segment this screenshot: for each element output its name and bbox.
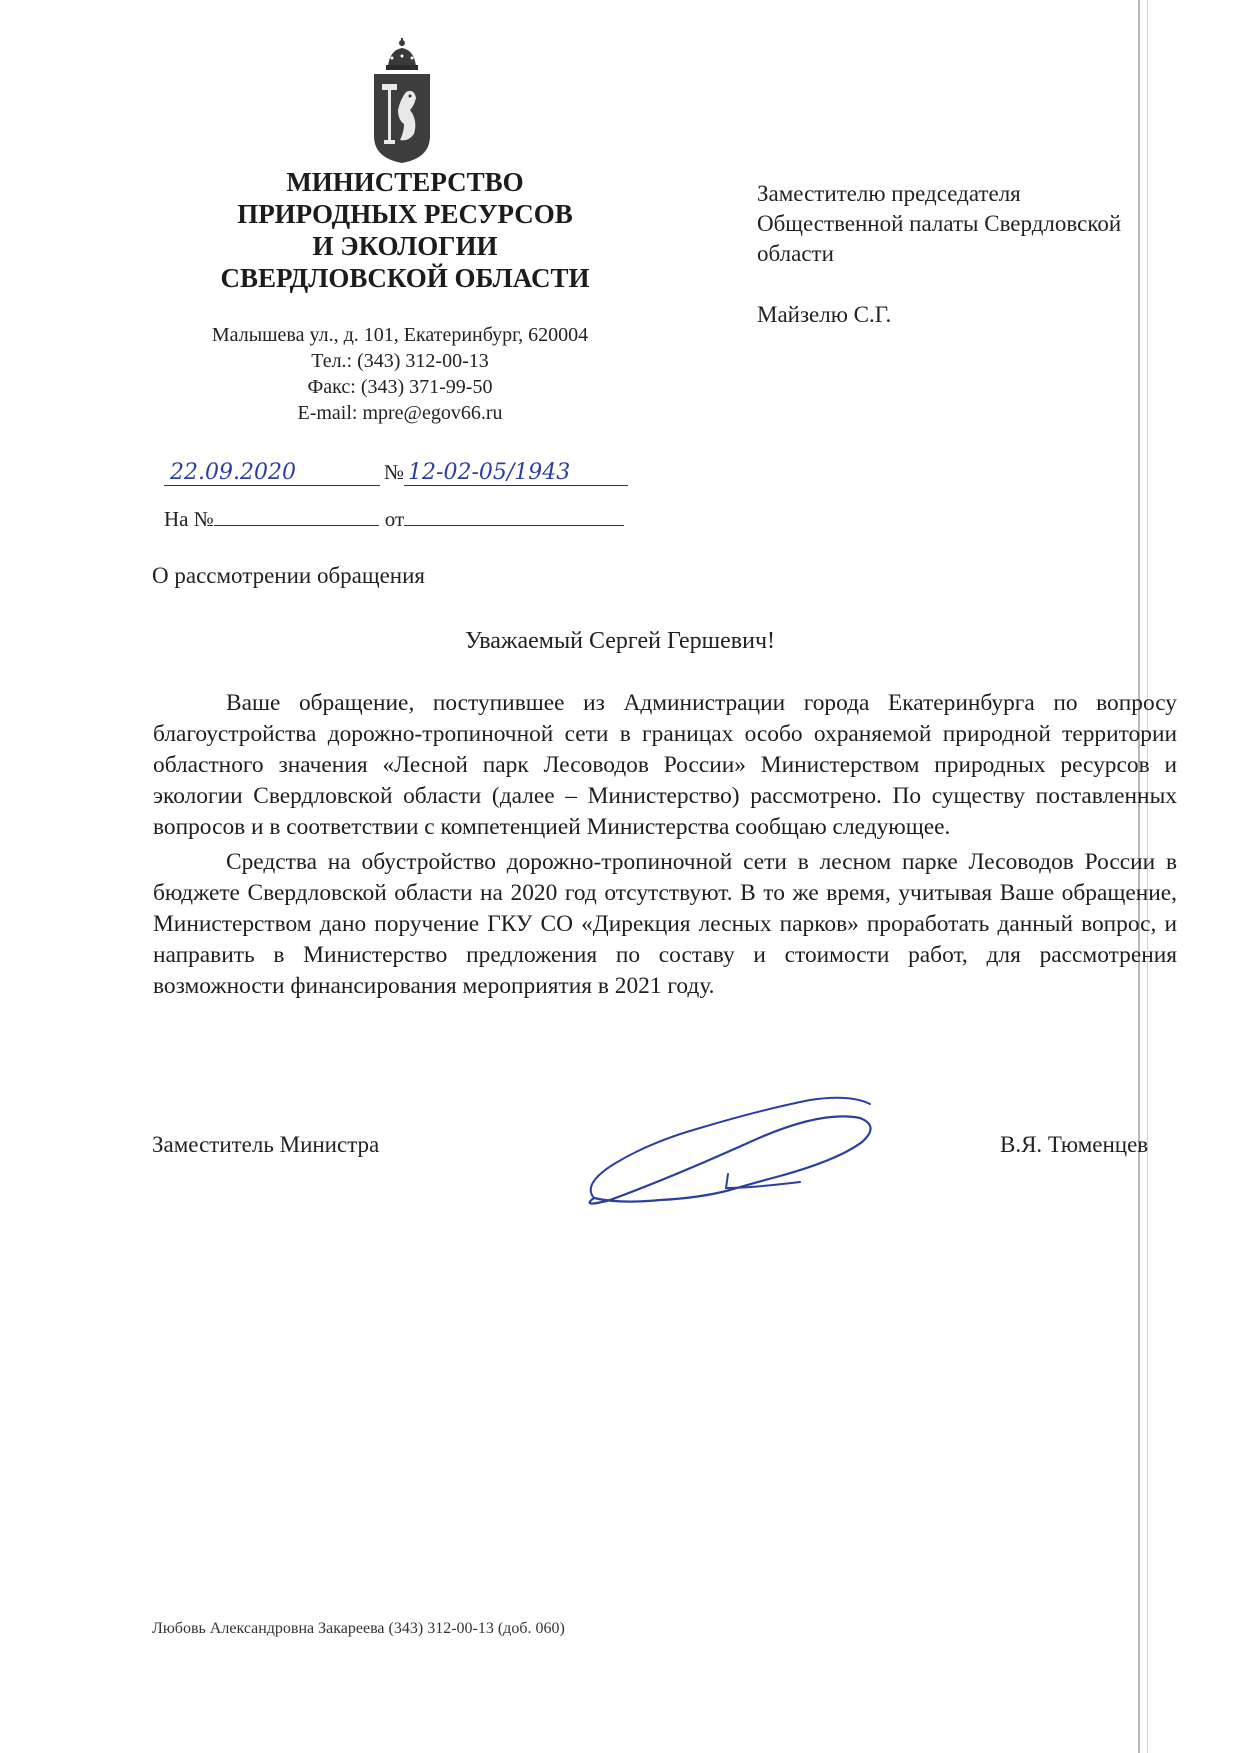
letter-greeting: Уважаемый Сергей Гершевич! <box>464 628 776 654</box>
letter-subject: О рассмотрении обращения <box>152 563 425 588</box>
org-line-2: ПРИРОДНЫХ РЕСУРСОВ <box>237 199 573 229</box>
registration-number: 12-02-05/1943 <box>404 460 628 486</box>
org-fax: Факс: (343) 371-99-50 <box>307 376 493 398</box>
handwritten-signature-icon <box>580 1080 890 1230</box>
signatory-name: В.Я. Тюменцев <box>1000 1132 1149 1157</box>
addressee-line-2: Общественной палаты Свердловской <box>757 211 1122 236</box>
reply-number-blank <box>214 505 379 526</box>
reply-date-blank <box>404 505 624 526</box>
organization-name <box>180 166 630 294</box>
organization-contacts <box>150 322 650 426</box>
reply-from-label: от <box>384 507 405 531</box>
registration-number-label: № <box>384 460 405 484</box>
addressee-line-1: Заместителю председателя <box>757 181 1021 206</box>
addressee-line-3: области <box>757 241 834 266</box>
org-email: E-mail: mpre@egov66.ru <box>297 402 503 424</box>
body-paragraph-1: Ваше обращение, поступившее из Администрации города Екатеринбурга по вопросу благоустройства дорожно-тропиночной сети в границах особо охраняемой природной территории областного значения «Лесной парк Лесоводов России» Министерством природных ресурсов и экологии Свердловской области (далее – Министерство) рассмотрено. По существу поставленных вопросов и в соответствии с компетенцией Министерства сообщаю следующее. <box>153 690 1177 840</box>
org-line-4: СВЕРДЛОВСКОЙ ОБЛАСТИ <box>220 263 590 293</box>
reply-number-label: На № <box>164 507 214 531</box>
sverdlovsk-coat-of-arms-icon <box>370 36 434 164</box>
signatory-position: Заместитель Министра <box>152 1132 380 1157</box>
reply-reference-line <box>164 505 624 531</box>
executor-contact: Любовь Александровна Закареева (343) 312-00-13 (доб. 060) <box>152 1620 565 1637</box>
body-paragraph-2: Средства на обустройство дорожно-тропиночной сети в лесном парке Лесоводов России в бюджете Свердловской области на 2020 год отсутствуют. В то же время, учитывая Ваше обращение, Министерством дано поручение ГКУ СО «Дирекция лесных парков» проработать данный вопрос, и направить в Министерство предложения по составу и стоимости работ, для рассмотрения возможности финансирования мероприятия в 2021 году. <box>153 849 1177 999</box>
registration-date-number-line <box>164 460 628 485</box>
org-address: Малышева ул., д. 101, Екатеринбург, 620004 <box>211 324 589 346</box>
org-line-1: МИНИСТЕРСТВО <box>286 167 524 197</box>
addressee-name: Майзелю С.Г. <box>757 302 892 327</box>
registration-date: 22.09.2020 <box>164 460 380 486</box>
addressee-block <box>757 179 1121 269</box>
letter-body <box>153 688 1177 1006</box>
org-phone: Тел.: (343) 312-00-13 <box>311 350 489 372</box>
org-line-3: И ЭКОЛОГИИ <box>312 231 498 261</box>
